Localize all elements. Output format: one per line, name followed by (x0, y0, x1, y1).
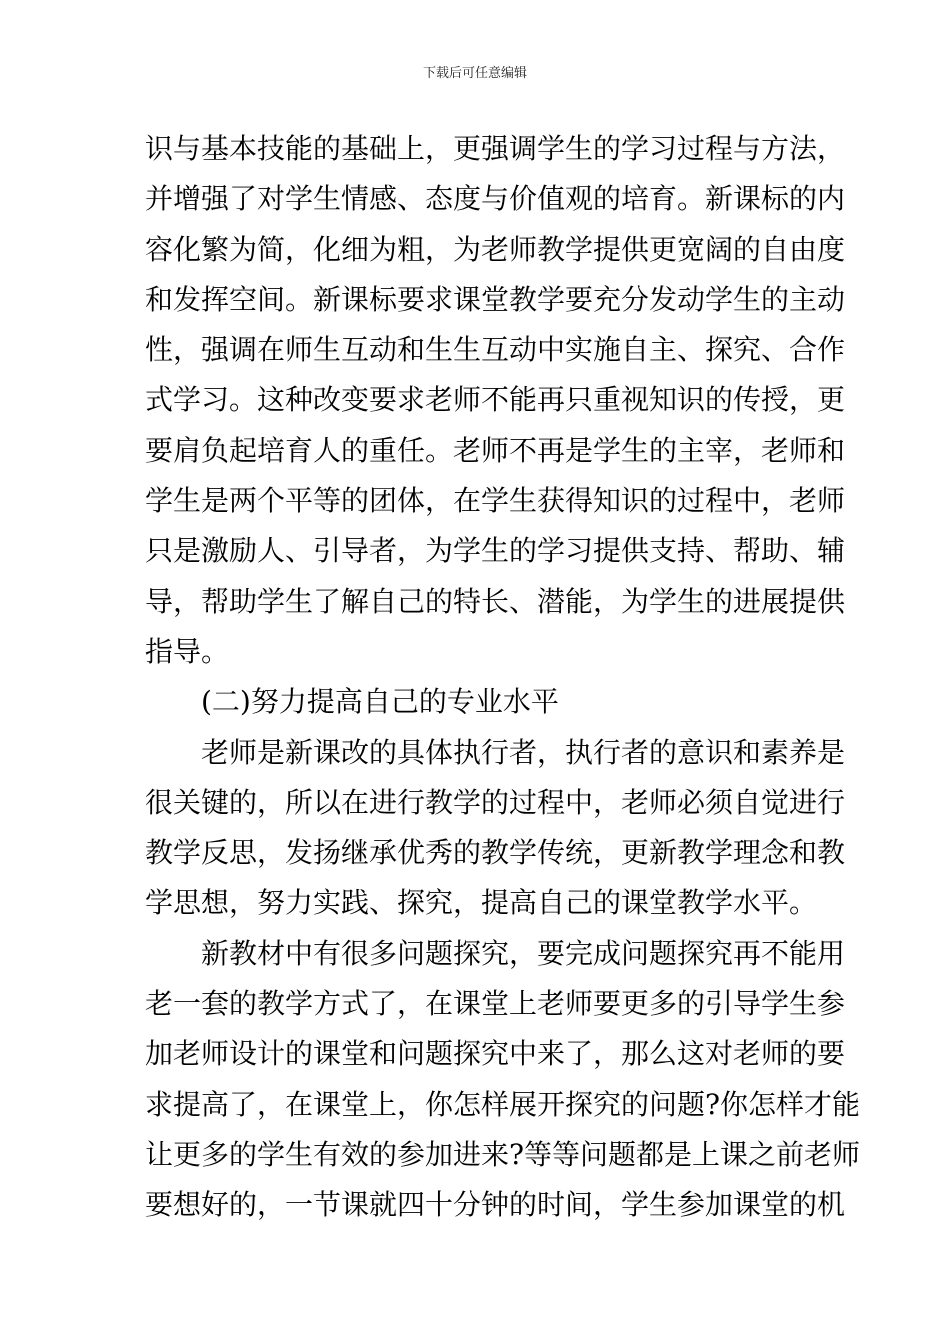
text-line: 很关键的，所以在进行教学的过程中，老师必须自觉进行 (145, 785, 846, 819)
text-line: 加老师设计的课堂和问题探究中来了，那么这对老师的要 (145, 1037, 846, 1071)
page-header: 下载后可任意编辑 (422, 66, 527, 81)
text-line: 求提高了，在课堂上，你怎样展开探究的问题?你怎样才能 (145, 1087, 861, 1121)
text-line: 要肩负起培育人的重任。老师不再是学生的主宰，老师和 (145, 433, 846, 467)
text-line: 识与基本技能的基础上，更强调学生的学习过程与方法， (145, 132, 846, 165)
document-body (145, 124, 861, 1231)
paragraph-first-line: 老师是新课改的具体执行者，执行者的意识和素养是 (201, 735, 846, 769)
text-line: 只是激励人、引导者，为学生的学习提供支持、帮助、辅 (145, 534, 846, 568)
text-line: 并增强了对学生情感、态度与价值观的培育。新课标的内 (145, 182, 846, 216)
text-line: 教学反思，发扬继承优秀的教学传统，更新教学理念和教 (145, 836, 846, 870)
text-line: 性，强调在师生互动和生生互动中实施自主、探究、合作 (145, 333, 846, 367)
text-line: 导，帮助学生了解自己的特长、潜能，为学生的进展提供 (145, 584, 846, 618)
text-line: 学生是两个平等的团体，在学生获得知识的过程中，老师 (145, 484, 846, 518)
section-heading: (二)努力提高自己的专业水平 (201, 685, 559, 719)
text-line: 让更多的学生有效的参加进来?等等问题都是上课之前老师 (145, 1137, 861, 1171)
text-line: 和发挥空间。新课标要求课堂教学要充分发动学生的主动 (145, 282, 846, 316)
text-line: 式学习。这种改变要求老师不能再只重视知识的传授，更 (145, 383, 846, 417)
text-line: 要想好的，一节课就四十分钟的时间，学生参加课堂的机 (145, 1188, 846, 1222)
text-line: 指导。 (145, 634, 230, 668)
text-line: 老一套的教学方式了，在课堂上老师要更多的引导学生参 (145, 987, 846, 1021)
text-line: 学思想，努力实践、探究，提高自己的课堂教学水平。 (145, 886, 818, 920)
text-line: 容化繁为简，化细为粗，为老师教学提供更宽阔的自由度 (145, 232, 846, 266)
paragraph-first-line: 新教材中有很多问题探究，要完成问题探究再不能用 (201, 936, 846, 970)
